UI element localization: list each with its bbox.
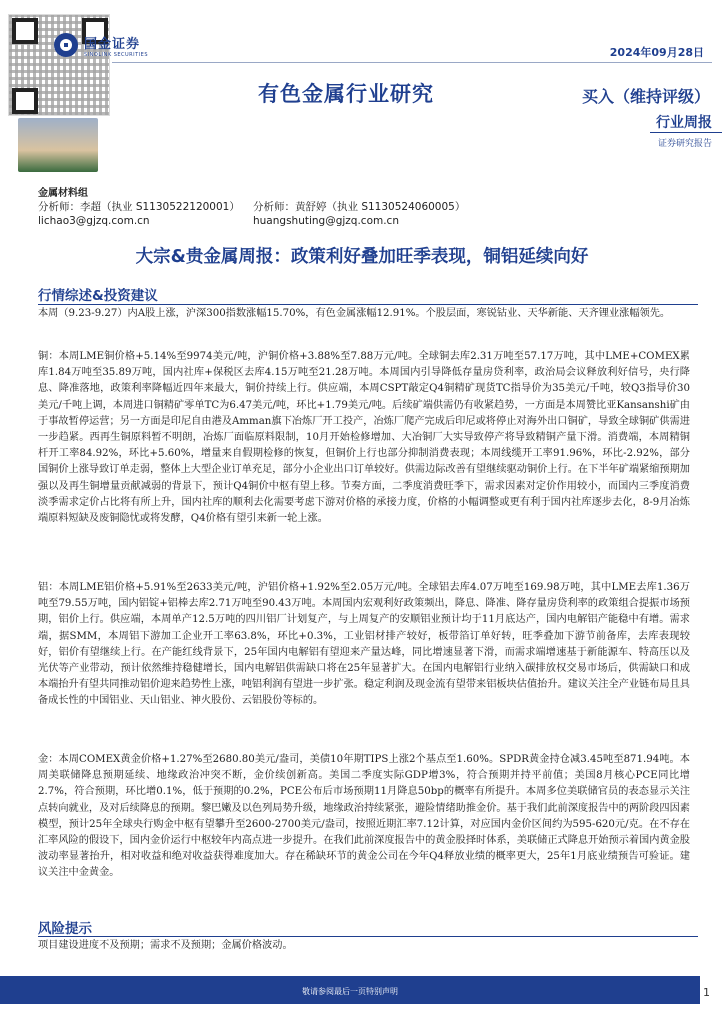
header-divider [112, 62, 712, 63]
rating-label: 买入（维持评级） [581, 87, 710, 106]
page-number: 1 [703, 986, 710, 999]
section-heading-overview: 行情综述&投资建议 [38, 288, 158, 304]
section-heading-risk: 风险提示 [38, 921, 92, 937]
paragraph-risk: 项目建设进度不及预期；需求不及预期；金属价格波动。 [38, 940, 293, 951]
company-logo [54, 31, 148, 59]
analyst-1-name: 分析师：李超（执业 S1130522120001） [38, 201, 240, 213]
report-type-underline [650, 132, 722, 133]
paragraph-copper: 铜：本周LME铜价格+5.14%至9974美元/吨，沪铜价格+3.88%至7.88万元/吨。全球铜去库2.31万吨至57.17万吨，其中LME+COMEX累库1.84万吨至35.89万吨，国内社库+保税区去库4.15万吨至21.28万吨。本周国内引导降低存量房贷利率，政治局会议释放利好信号，央行降息、降准落地，政策利率降幅近四年来最大，铜价持续上行。供应端，本周CSPT敲定Q4铜精矿现货TC指导价为35美元/千吨，较Q3指导价30美元/千吨上调，本周进口铜精矿零单TC为6.47美元/吨，环比+1.79美元/吨。后续矿端供需仍有收紧趋势，一方面是本周赞比亚Kansanshi矿由于事故暂停运营；另一方面是印尼自由港及Amman旗下冶炼厂开工投产，冶炼厂爬产完成后印尼或将停止对海外出口铜矿，导致全球铜矿供需进一步趋紧。西再生铜原料暂不明朗，冶炼厂面临原料限制，10月开始检修增加、大冶铜厂大实导致停产将导致精铜产量下滑。消费端，本周精铜杆开工率84.92%，环比+5.60%，增量来自假期检修的恢复，但铜价上行也部分抑制消费表现；本周线缆开工率91.96%，环比-2.92%，部分国铜价上涨导致订单走弱，整体上大型企业订单充足，部分小企业出口订单较好。供需边际改善有望继续驱动铜价上行。在下半年矿端紧缩预期加强以及再生铜增量贡献减弱的背景下，预计Q4铜价中枢有望上移。节奏方面，二季度消费旺季下，需求因素对定价作用较小，而国内三季度消费淡季需求定价占比将有所上升，国内社库的顺利去化需要考虑下游对价格的承接力度，价格的小幅调整或更有利于国内社库逐步去化，8-9月冶炼端原料短缺及废铜隐忧或将发酵，Q4价格有望引来新一轮上涨。 [38, 351, 690, 525]
paragraph-aluminum: 铝：本周LME铝价格+5.91%至2633美元/吨，沪铝价格+1.92%至2.05万元/吨。全球铝去库4.07万吨至169.98万吨，其中LME去库1.36万吨至79.55万吨，国内铝锭+铝棒去库2.71万吨至90.43万吨。本周国内宏观利好政策频出，降息、降准、降存量房贷利率的政策组合提振市场预期，铝价上行。供应端，本周单产12.5万吨的四川铝厂计划复产，与上周复产的安顺铝业预计均于11月底达产，国内电解铝产能稳中有增。需求端，据SMM，本周铝下游加工企业开工率63.8%，环比+0.3%，工业铝材排产较好，板带箔订单好转，旺季叠加下游节前备库，去库表现较好，铝价有望继续上行。在产能红线背景下，25年国内电解铝有望迎来产量达峰，同比增速显著下滑，而需求端增速基于新能源车、特高压以及光伏等产业带动，预计依然维持稳健增长，国内电解铝供需缺口将在25年显著扩大。在国内电解铝行业纳入碳排放权交易市场后，供需缺口和成本端抬升有望共同推动铝价迎来趋势性上涨，吨铝利润有望进一步扩张。稳定利润及现金流有望带来铝板块估值抬升。建议关注全产业链布局且具备成长性的中国铝业、天山铝业、神火股份、云铝股份等标的。 [38, 582, 690, 707]
page-title: 有色金属行业研究 [258, 82, 434, 106]
section-divider [38, 304, 698, 305]
paragraph-gold: 金：本周COMEX黄金价格+1.27%至2680.80美元/盎司，美债10年期TIPS上涨2个基点至1.60%。SPDR黄金持仓减3.45吨至871.94吨。本周美联储降息预期延续、地缘政治冲突不断，金价续创新高。美国二季度实际GDP增3%，符合预期并持平前值；美国8月核心PCE同比增2.7%，符合预期，环比增0.1%，低于预期的0.2%，PCE公布后市场预期11月降息50bp的概率有所提升。本周多位美联储官员的表态显示关注点转向就业，及对后续降息的预期。黎巴嫩及以色列局势升级，地缘政治持续紧张，避险情绪助推金价。基于我们此前深度报告中的两阶段四因素模型，预计25年全球央行购金中枢有望攀升至2600-2700美元/盎司，按照近期汇率7.12计算，对应国内金价区间约为595-620元/克。在不存在汇率风险的假设下，国内金价运行中枢较年内高点进一步提升。在我们此前深度报告中的黄金股择时体系，美联储正式降息开始预示着国内黄金股波动率显著抬升，相对收益和绝对收益获得难度加大。存在稀缺环节的黄金公司在今年Q4释放业绩的概率更大，25年1月底业绩预告可验证。建议关注中金黄金。 [38, 754, 690, 879]
analyst-2-email[interactable]: huangshuting@gjzq.com.cn [253, 215, 399, 227]
promo-photo [18, 118, 98, 172]
section-divider [38, 936, 698, 937]
report-date: 2024年09月28日 [609, 46, 704, 59]
logo-mark-icon [54, 33, 78, 57]
footer-disclaimer: 敬请参阅最后一页特别声明 [302, 987, 398, 996]
analyst-1-email[interactable]: lichao3@gjzq.com.cn [38, 215, 150, 227]
analyst-2-name: 分析师：黄舒婷（执业 S1130524060005） [253, 201, 466, 213]
logo-subtext: SINOLINK SECURITIES [84, 51, 148, 58]
report-title: 大宗&贵金属周报：政策利好叠加旺季表现，铜铝延续向好 [135, 247, 589, 267]
department-label: 金属材料组 [38, 188, 88, 199]
logo-text: 国金证券 [84, 36, 141, 52]
paragraph-market-overview: 本周（9.23-9.27）内A股上涨，沪深300指数涨幅15.70%，有色金属涨幅12.91%。个股层面，寒锐钴业、天华新能、天齐锂业涨幅领先。 [38, 308, 671, 319]
report-type: 行业周报 [656, 115, 712, 131]
report-subtype: 证券研究报告 [657, 139, 712, 149]
